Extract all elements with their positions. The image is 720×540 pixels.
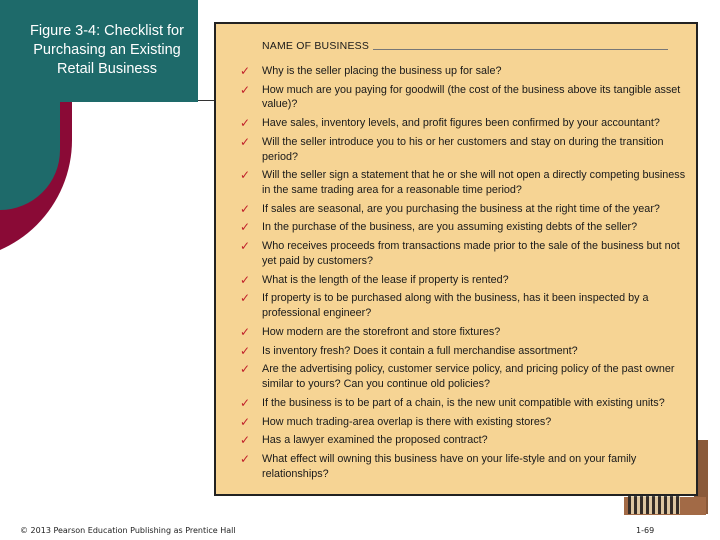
checklist-item	[240, 83, 690, 112]
checklist-item-text: Is inventory fresh? Does it contain a full merchandise assortment?	[262, 344, 578, 357]
barcode-graphic	[628, 496, 680, 514]
checklist-item-text: Will the seller sign a statement that he or she will not open a directly competing business in the same trading area for a reasonable time period?	[262, 169, 686, 196]
checklist-item-text: Has a lawyer examined the proposed contract?	[262, 434, 488, 447]
check-icon: ✓	[240, 134, 251, 149]
checklist-item	[240, 396, 690, 411]
checklist	[240, 64, 690, 485]
checklist-item-text: Are the advertising policy, customer service policy, and pricing policy of the past owner similar to yours? Can you continue old policies?	[262, 363, 675, 390]
checklist-figure	[214, 22, 698, 496]
business-name-label: NAME OF BUSINESS	[262, 40, 370, 52]
checklist-item	[240, 344, 690, 359]
check-icon: ✓	[240, 324, 251, 339]
check-icon: ✓	[240, 343, 251, 358]
business-name-underline	[373, 49, 668, 50]
checklist-item-text: How much trading-area overlap is there with existing stores?	[262, 415, 552, 428]
checklist-item	[240, 202, 690, 217]
checklist-item-text: In the purchase of the business, are you assuming existing debts of the seller?	[262, 221, 638, 234]
checklist-item	[240, 433, 690, 448]
page-number: 1-69	[636, 526, 655, 535]
checklist-item-text: If property is to be purchased along with the business, has it been inspected by a professional engineer?	[262, 292, 649, 319]
copyright-footer: © 2013 Pearson Education Publishing as Prentice Hall	[20, 526, 236, 535]
check-icon: ✓	[240, 201, 251, 216]
checklist-item	[240, 220, 690, 235]
check-icon: ✓	[240, 239, 251, 254]
checklist-item	[240, 116, 690, 131]
checklist-item	[240, 135, 690, 164]
checklist-item	[240, 273, 690, 288]
checklist-item-text: What effect will owning this business have on your life-style and on your family relationships?	[262, 453, 637, 480]
checklist-item-text: If sales are seasonal, are you purchasing the business at the right time of the year?	[262, 202, 660, 215]
checklist-item	[240, 325, 690, 340]
checklist-item-text: How much are you paying for goodwill (the cost of the business above its tangible asset value)?	[262, 83, 681, 111]
check-icon: ✓	[240, 168, 251, 183]
checklist-item-text: What is the length of the lease if property is rented?	[262, 273, 509, 286]
business-name-field	[262, 40, 668, 52]
slide-title: Figure 3-4: Checklist for Purchasing an Existing Retail Business	[30, 23, 184, 77]
check-icon: ✓	[240, 220, 251, 235]
checklist-item-text: If the business is to be part of a chain, is the new unit compatible with existing units?	[262, 396, 665, 409]
check-icon: ✓	[240, 433, 251, 448]
checklist-item	[240, 452, 690, 481]
checklist-item	[240, 168, 690, 197]
check-icon: ✓	[240, 116, 251, 131]
checklist-item	[240, 291, 690, 320]
check-icon: ✓	[240, 82, 251, 97]
checklist-item-text: Have sales, inventory levels, and profit figures been confirmed by your accountant?	[262, 117, 660, 130]
check-icon: ✓	[240, 64, 251, 78]
check-icon: ✓	[240, 272, 251, 287]
checklist-item-text: How modern are the storefront and store fixtures?	[262, 325, 501, 338]
checklist-item-text: Who receives proceeds from transactions made prior to the sale of the business but not yet paid by customers?	[262, 240, 680, 267]
check-icon: ✓	[240, 395, 251, 410]
checklist-item-text: Why is the seller placing the business up for sale?	[262, 65, 502, 77]
check-icon: ✓	[240, 362, 251, 377]
checklist-item	[240, 64, 690, 79]
check-icon: ✓	[240, 291, 251, 306]
checklist-item	[240, 362, 690, 391]
check-icon: ✓	[240, 414, 251, 429]
check-icon: ✓	[240, 452, 251, 467]
checklist-item	[240, 415, 690, 430]
checklist-item	[240, 239, 690, 268]
checklist-item-text: Will the seller introduce you to his or her customers and stay on during the transition period?	[262, 135, 664, 163]
